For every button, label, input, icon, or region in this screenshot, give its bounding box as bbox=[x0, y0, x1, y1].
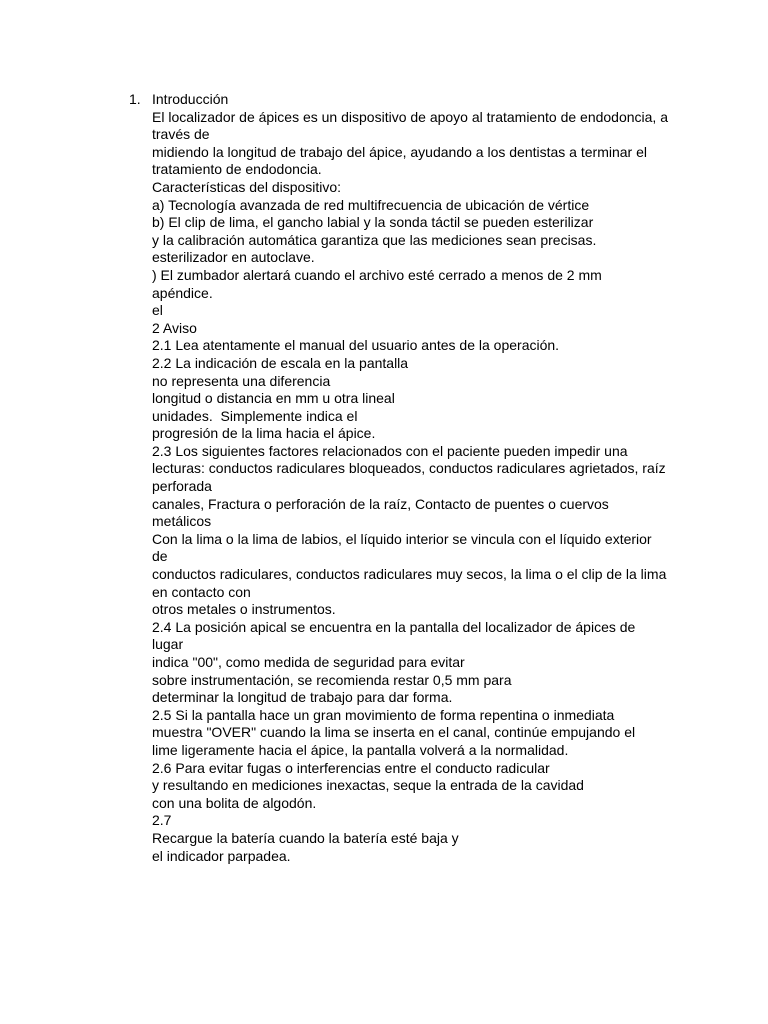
text-line: progresión de la lima hacia el ápice. bbox=[152, 425, 376, 442]
text-line: en contacto con bbox=[152, 583, 251, 600]
text-line: través de bbox=[152, 126, 210, 143]
text-line: ) El zumbador alertará cuando el archivo esté cerrado a menos de 2 mm bbox=[152, 266, 602, 283]
text-line: perforada bbox=[152, 478, 212, 495]
text-line: de bbox=[152, 548, 168, 565]
text-line: el indicador parpadea. bbox=[152, 847, 291, 864]
list-number: 1. bbox=[129, 91, 141, 107]
text-line: lecturas: conductos radiculares bloqueados, conductos radiculares agrietados, raíz bbox=[152, 460, 666, 477]
text-line: esterilizador en autoclave. bbox=[152, 249, 315, 266]
text-line: 2.6 Para evitar fugas o interferencias entre el conducto radicular bbox=[152, 759, 550, 776]
text-line: sobre instrumentación, se recomienda restar 0,5 mm para bbox=[152, 671, 512, 688]
text-line: unidades. Simplemente indica el bbox=[152, 407, 358, 424]
heading-caracteristicas: Características del dispositivo: bbox=[152, 178, 342, 195]
text-line: 2.2 La indicación de escala en la pantalla bbox=[152, 354, 409, 371]
text-line: conductos radiculares, conductos radiculares muy secos, la lima o el clip de la lima bbox=[152, 566, 667, 583]
text-line: muestra "OVER" cuando la lima se inserta en el canal, continúe empujando el bbox=[152, 724, 636, 741]
text-line: 2.3 Los siguientes factores relacionados con el paciente pueden impedir una bbox=[152, 442, 628, 459]
text-line: el bbox=[152, 302, 163, 319]
text-line: Recargue la batería cuando la batería esté baja y bbox=[152, 829, 459, 846]
text-line: otros metales o instrumentos. bbox=[152, 601, 336, 618]
text-line: 2.7 bbox=[152, 812, 172, 829]
text-line: no representa una diferencia bbox=[152, 372, 331, 389]
text-line: canales, Fractura o perforación de la raíz, Contacto de puentes o cuervos bbox=[152, 495, 609, 512]
text-line: y resultando en mediciones inexactas, seque la entrada de la cavidad bbox=[152, 777, 584, 794]
text-line: 2.5 Si la pantalla hace un gran movimiento de forma repentina o inmediata bbox=[152, 706, 615, 723]
text-line: apéndice. bbox=[152, 284, 213, 301]
text-line: El localizador de ápices es un dispositivo de apoyo al tratamiento de endodoncia, a bbox=[152, 108, 668, 125]
text-line: tratamiento de endodoncia. bbox=[152, 161, 322, 178]
text-line: longitud o distancia en mm u otra lineal bbox=[152, 390, 395, 407]
text-line: a) Tecnología avanzada de red multifrecuencia de ubicación de vértice bbox=[152, 196, 590, 213]
document-body bbox=[152, 91, 672, 865]
text-line: metálicos bbox=[152, 513, 212, 530]
text-line: b) El clip de lima, el gancho labial y la sonda táctil se pueden esterilizar bbox=[152, 214, 594, 231]
heading-introduccion: Introducción bbox=[152, 91, 229, 107]
text-line: lugar bbox=[152, 636, 184, 653]
text-line: determinar la longitud de trabajo para dar forma. bbox=[152, 689, 453, 706]
text-line: indica "00", como medida de seguridad para evitar bbox=[152, 654, 465, 670]
text-line: Con la lima o la lima de labios, el líquido interior se vincula con el líquido exterior bbox=[152, 530, 652, 547]
text-line: 2.4 La posición apical se encuentra en la pantalla del localizador de ápices de bbox=[152, 618, 636, 635]
heading-aviso: 2 Aviso bbox=[152, 319, 197, 336]
text-line: midiendo la longitud de trabajo del ápice, ayudando a los dentistas a terminar el bbox=[152, 143, 647, 160]
text-line: 2.1 Lea atentamente el manual del usuario antes de la operación. bbox=[152, 337, 560, 354]
text-line: lime ligeramente hacia el ápice, la pantalla volverá a la normalidad. bbox=[152, 741, 569, 758]
text-line: con una bolita de algodón. bbox=[152, 794, 317, 811]
text-line: y la calibración automática garantiza que las mediciones sean precisas. bbox=[152, 231, 597, 248]
